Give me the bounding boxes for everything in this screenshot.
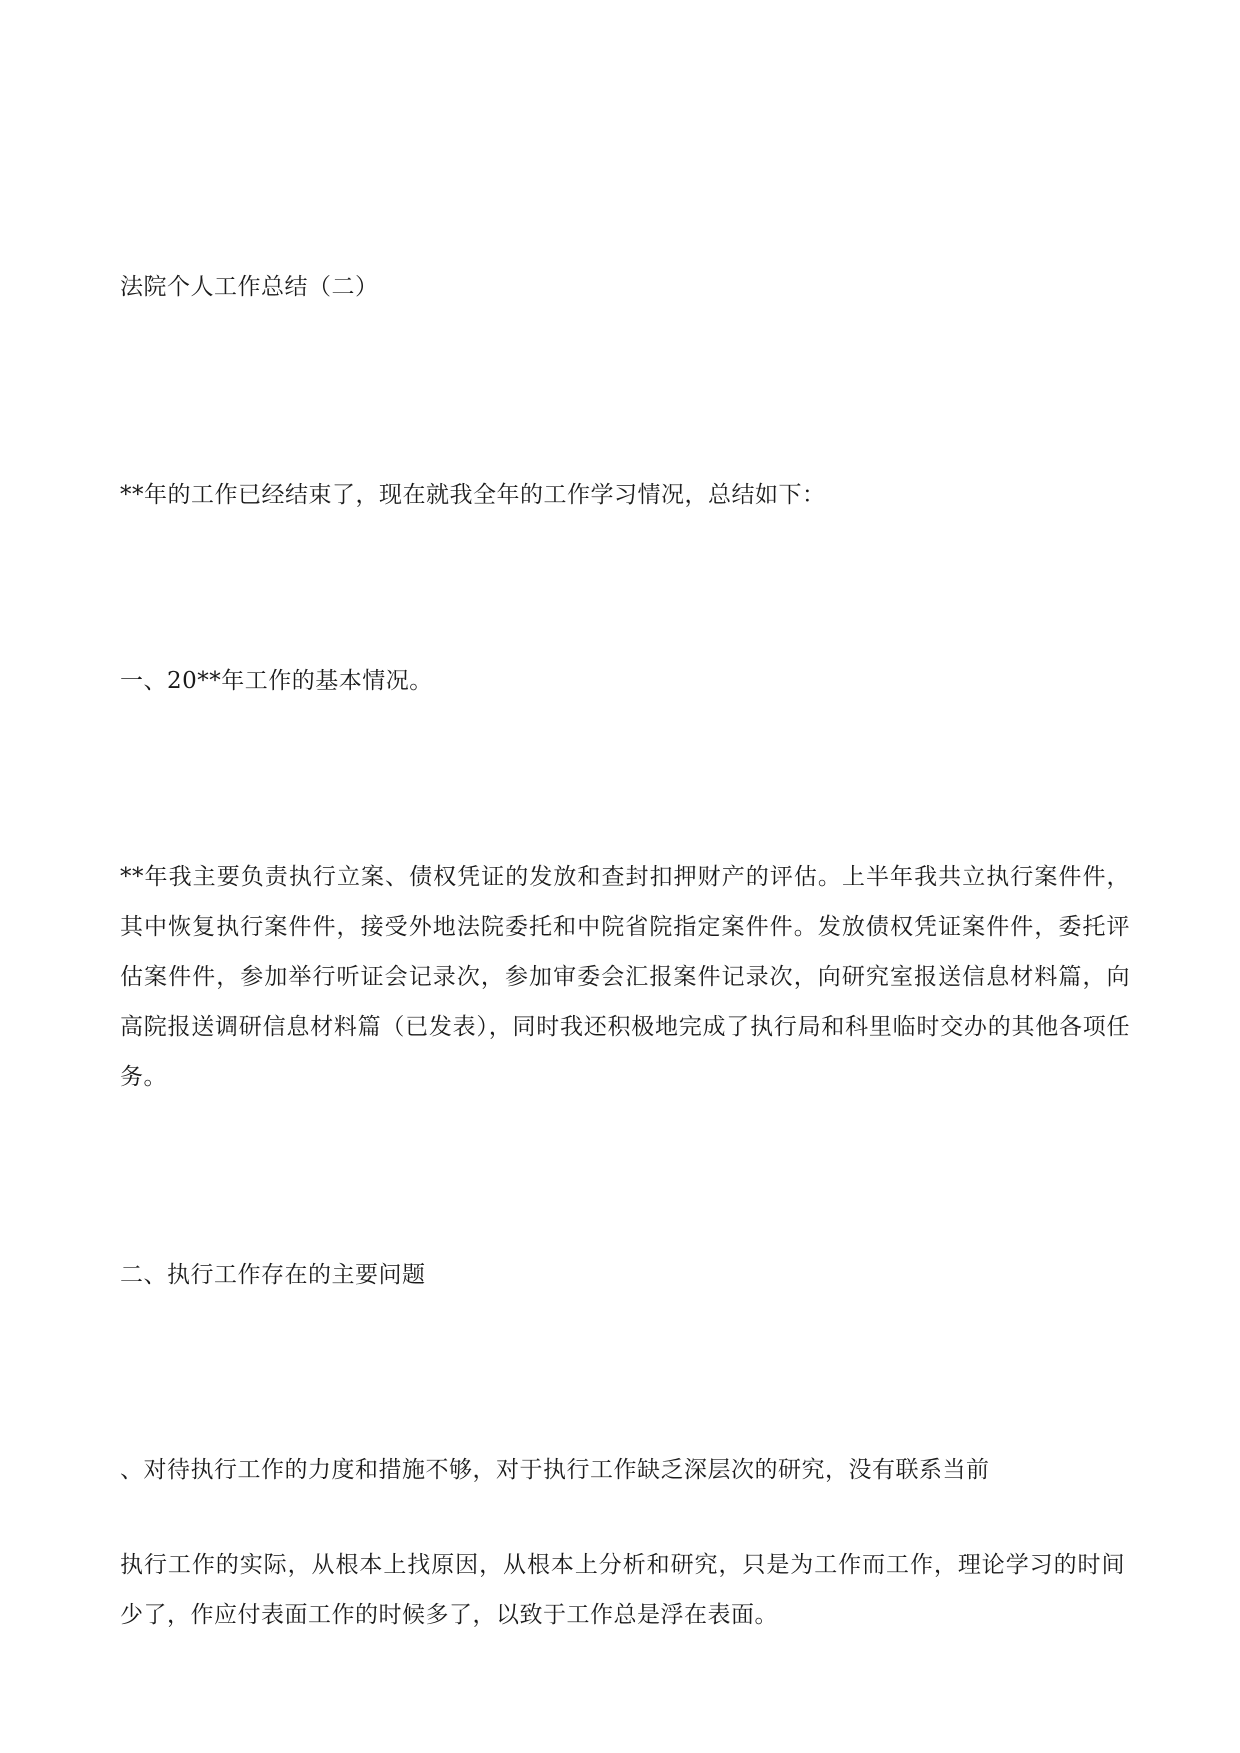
section-1-heading: 一、20**年工作的基本情况。 — [120, 668, 433, 694]
problem-1-first-line: 、对待执行工作的力度和措施不够，对于执行工作缺乏深层次的研究，没有联系当前 — [120, 1457, 990, 1483]
intro-paragraph: **年的工作已经结束了，现在就我全年的工作学习情况，总结如下： — [120, 482, 826, 508]
section-1-body: **年我主要负责执行立案、债权凭证的发放和查封扣押财产的评估。上半年我共立执行案件件，其中恢复执行案件件，接受外地法院委托和中院省院指定案件件。发放债权凭证案件件，委托评估案件件，参加举行听证会记录次，参加审委会汇报案件记录次，向研究室报送信息材料篇，向高院报送调研信息材料篇（已发表），同时我还积极地完成了执行局和科里临时交办的其他各项任务。 — [120, 864, 1130, 1090]
problem-1-body: 执行工作的实际，从根本上找原因，从根本上分析和研究，只是为工作而工作，理论学习的时间少了，作应付表面工作的时候多了，以致于工作总是浮在表面。 — [120, 1552, 1125, 1628]
document-title: 法院个人工作总结（二） — [120, 274, 379, 300]
section-2-heading: 二、执行工作存在的主要问题 — [120, 1262, 426, 1288]
